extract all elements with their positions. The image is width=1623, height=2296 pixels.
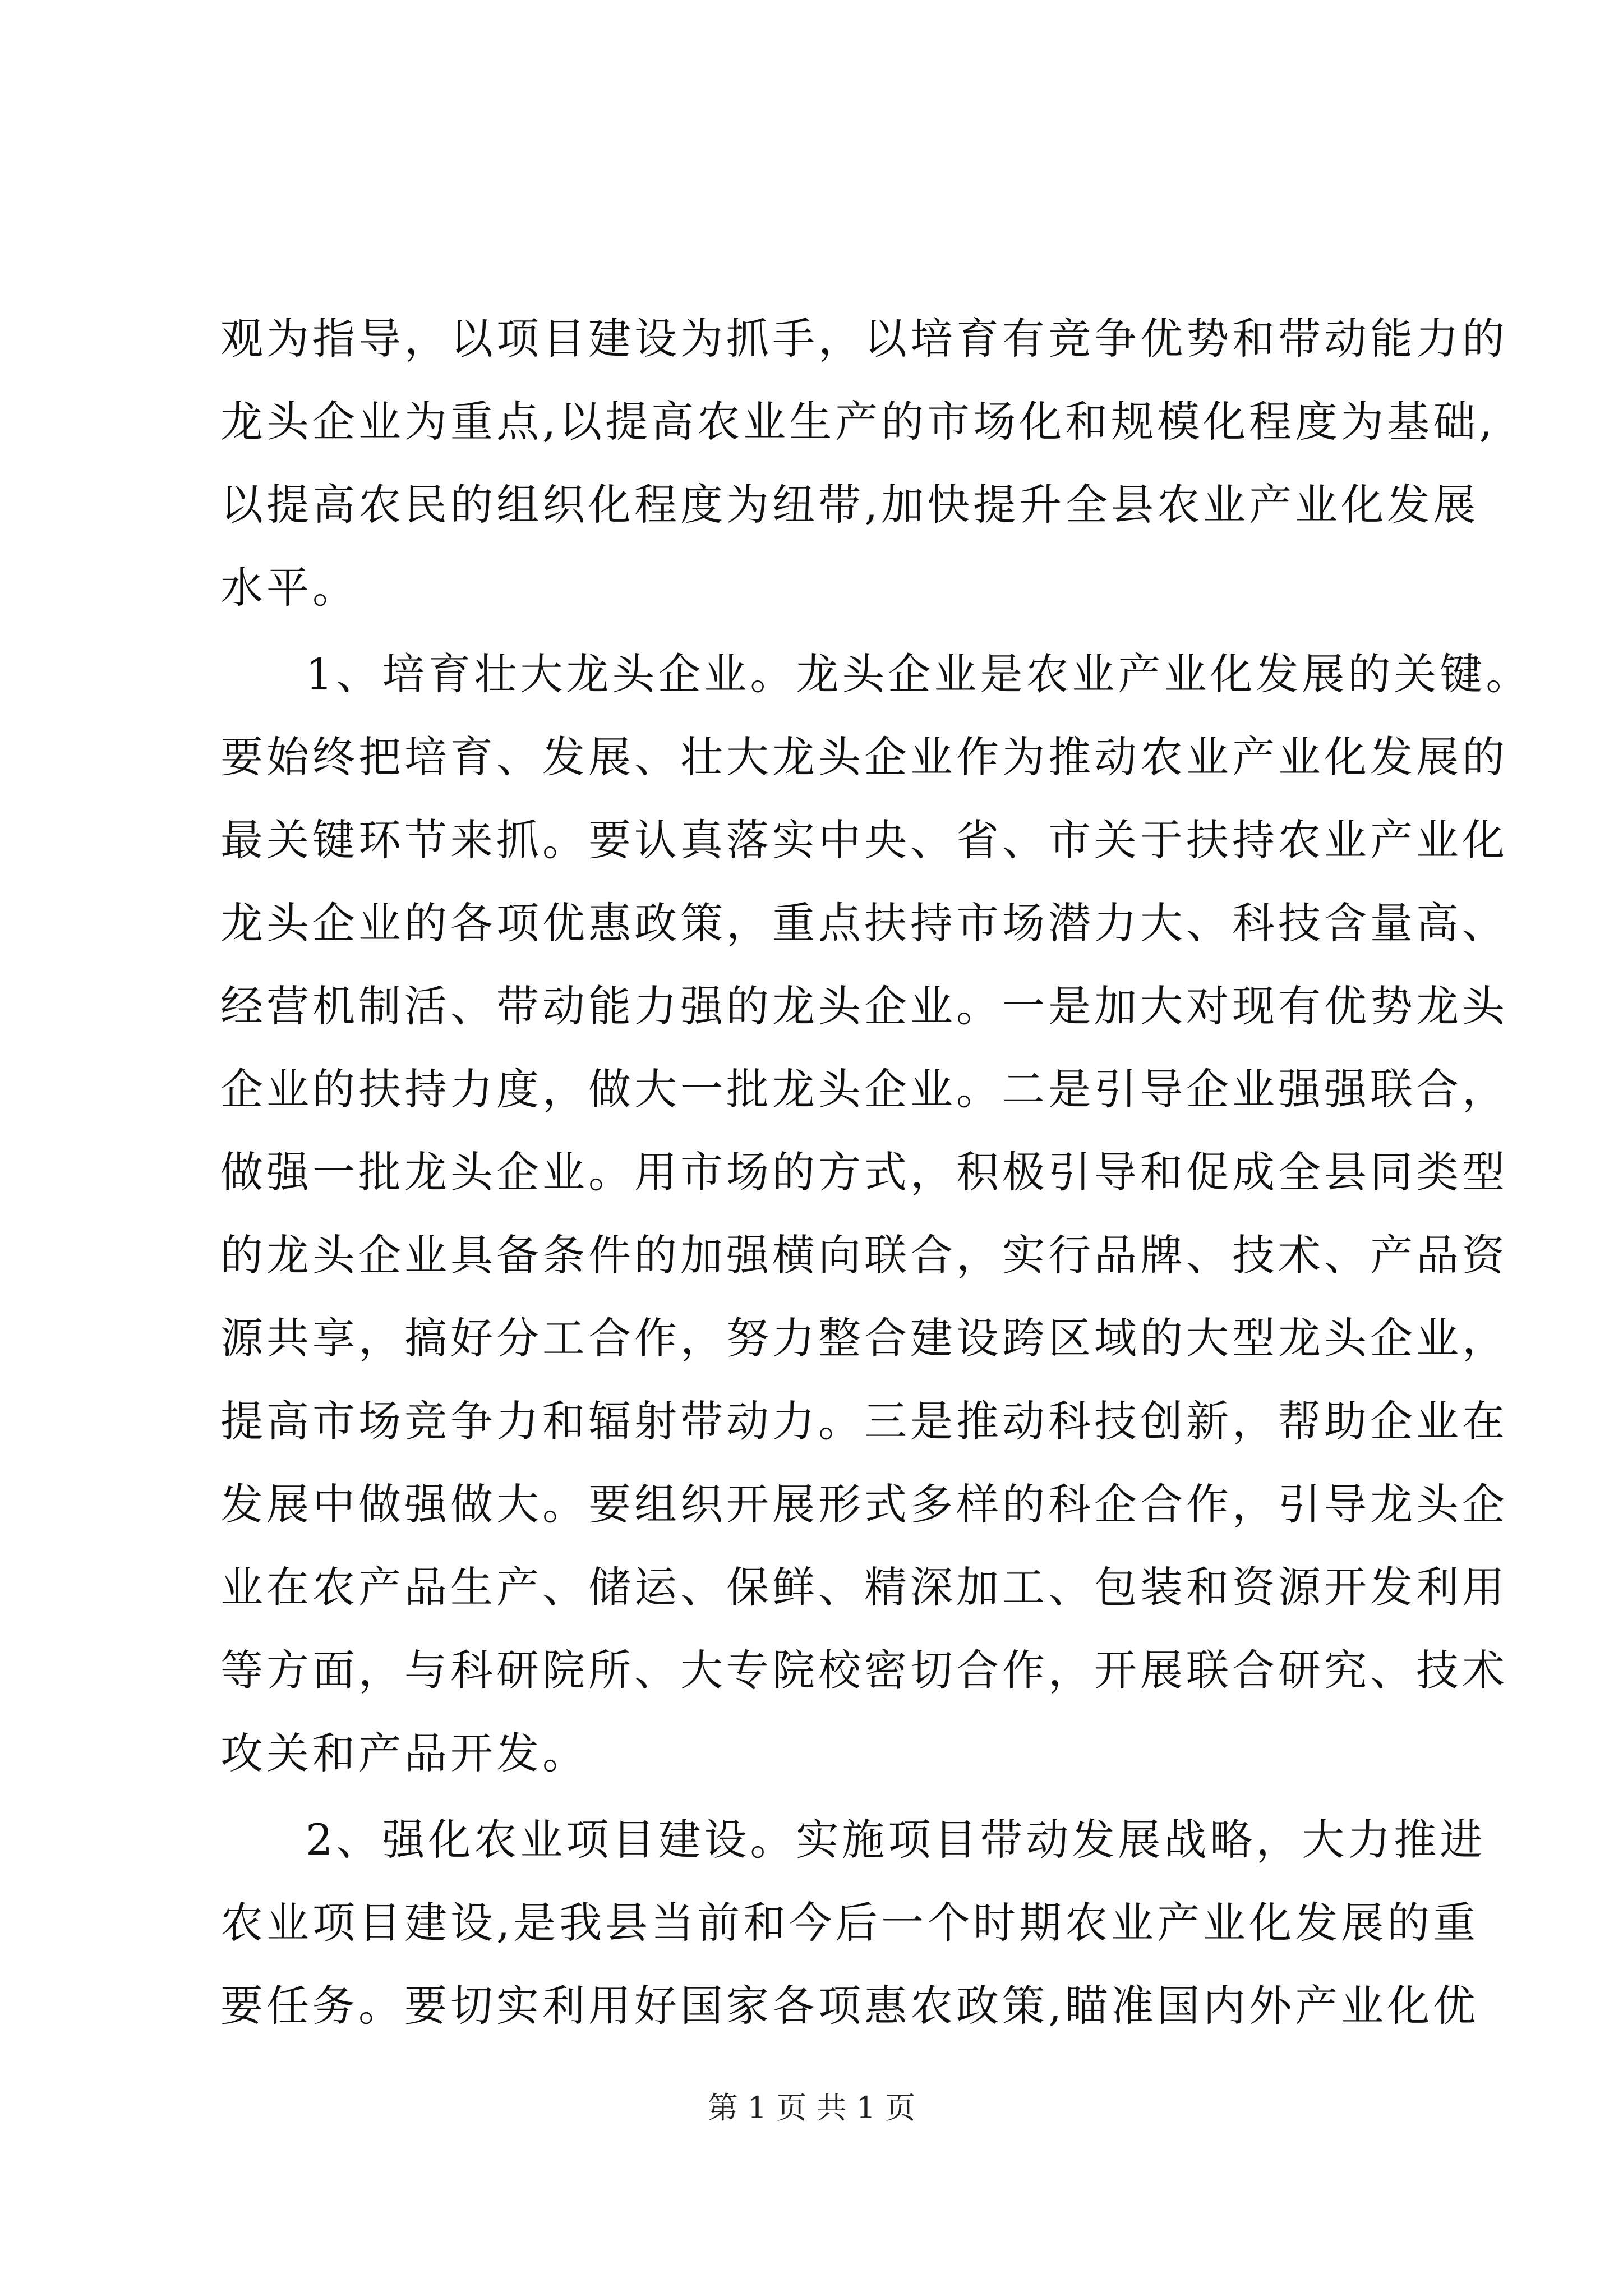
text-line: 发展中做强做大。要组织开展形式多样的科企合作，引导龙头企: [220, 1479, 1508, 1529]
paragraph: [220, 1798, 1486, 2047]
text-line: 业在农产品生产、储运、保鲜、精深加工、包装和资源开发利用: [220, 1562, 1508, 1612]
text-line: 龙头企业的各项优惠政策，重点扶持市场潜力大、科技含量高、: [220, 898, 1508, 948]
document-body: [220, 297, 1532, 2047]
text-line: 龙头企业为重点,以提高农业生产的市场化和规模化程度为基础,: [220, 397, 1496, 447]
text-line: 要始终把培育、发展、壮大龙头企业作为推动农业产业化发展的: [220, 732, 1508, 782]
text-line: 2、强化农业项目建设。实施项目带动发展战略，大力推进: [306, 1815, 1486, 1865]
paragraph: [220, 297, 1508, 629]
text-line: 1、培育壮大龙头企业。龙头企业是农业产业化发展的关键。: [306, 649, 1532, 699]
text-line: 最关键环节来抓。要认真落实中央、省、市关于扶持农业产业化: [220, 815, 1508, 865]
text-line: 企业的扶持力度，做大一批龙头企业。二是引导企业强强联合，: [220, 1064, 1508, 1114]
page-number-footer: 第 1 页 共 1 页: [707, 2090, 916, 2125]
text-line: 做强一批龙头企业。用市场的方式，积极引导和促成全县同类型: [220, 1147, 1508, 1197]
text-line: 以提高农民的组织化程度为纽带,加快提升全县农业产业化发展: [220, 480, 1479, 530]
text-line: 的龙头企业具备条件的加强横向联合，实行品牌、技术、产品资: [220, 1230, 1508, 1280]
text-line: 经营机制活、带动能力强的龙头企业。一是加大对现有优势龙头: [220, 981, 1508, 1031]
text-line: 源共享，搞好分工合作，努力整合建设跨区域的大型龙头企业，: [220, 1313, 1508, 1363]
text-line: 水平。: [220, 563, 358, 613]
text-line: 农业项目建设,是我县当前和今后一个时期农业产业化发展的重: [220, 1898, 1479, 1948]
text-line: 要任务。要切实利用好国家各项惠农政策,瞄准国内外产业化优: [220, 1981, 1479, 2031]
text-line: 观为指导，以项目建设为抓手，以培育有竞争优势和带动能力的: [220, 314, 1508, 364]
text-line: 攻关和产品开发。: [220, 1728, 588, 1778]
paragraph: [220, 633, 1532, 1795]
text-line: 等方面，与科研院所、大专院校密切合作，开展联合研究、技术: [220, 1645, 1508, 1695]
text-line: 提高市场竞争力和辐射带动力。三是推动科技创新，帮助企业在: [220, 1396, 1508, 1446]
